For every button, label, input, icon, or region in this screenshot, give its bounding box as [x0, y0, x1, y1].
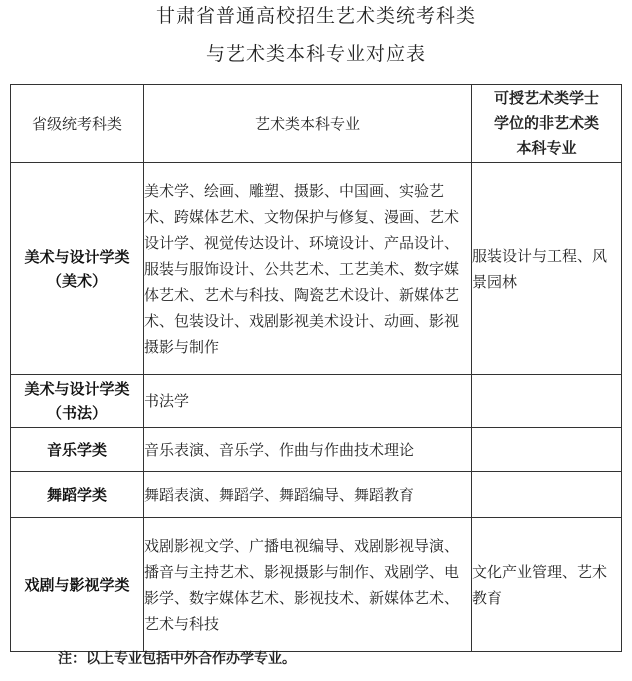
non-art-majors-cell: [472, 472, 622, 518]
category-cell: [11, 472, 144, 518]
header-exam-category: 省级统考科类: [11, 85, 144, 163]
majors-cell: 戏剧影视文学、广播电视编导、戏剧影视导演、播音与主持艺术、影视摄影与制作、戏剧学、电影学、数字媒体艺术、影视技术、新媒体艺术、艺术与科技: [144, 518, 472, 652]
table-row: [11, 428, 622, 472]
category-label: 音乐学类: [46, 440, 107, 459]
header-non-art-line-2: 学位的非艺术类: [493, 114, 599, 132]
footnote: 注：以上专业包括中外合作办学专业。: [58, 651, 296, 667]
header-non-art-majors: [472, 85, 622, 163]
header-non-art-line-1: 可授艺术类学士: [493, 89, 599, 107]
non-art-majors-cell: 服装设计与工程、风景园林: [472, 163, 622, 375]
category-label: 戏剧与影视学类: [24, 575, 130, 594]
table-row: [11, 375, 622, 428]
table-title-line-1: 甘肃省普通高校招生艺术类统考科类: [155, 5, 476, 27]
category-cell: [11, 518, 144, 652]
majors-cell: 舞蹈表演、舞蹈学、舞蹈编导、舞蹈教育: [144, 472, 472, 518]
non-art-majors-cell: 文化产业管理、艺术教育: [472, 518, 622, 652]
table-row: [11, 472, 622, 518]
category-label: 美术与设计学类: [24, 247, 130, 266]
majors-cell: 书法学: [144, 375, 472, 428]
non-art-majors-cell: [472, 375, 622, 428]
non-art-majors-cell: [472, 428, 622, 472]
category-cell: [11, 428, 144, 472]
majors-cell: 音乐表演、音乐学、作曲与作曲技术理论: [144, 428, 472, 472]
header-art-majors: 艺术类本科专业: [144, 85, 472, 163]
category-label: 美术与设计学类: [24, 380, 130, 398]
category-sublabel: （美术）: [46, 271, 107, 290]
category-cell: [11, 163, 144, 375]
correspondence-table: [10, 84, 622, 652]
header-non-art-line-3: 本科专业: [516, 139, 577, 157]
category-label: 舞蹈学类: [46, 485, 107, 504]
category-cell: [11, 375, 144, 428]
category-sublabel: （书法）: [46, 404, 107, 422]
majors-cell: 美术学、绘画、雕塑、摄影、中国画、实验艺术、跨媒体艺术、文物保护与修复、漫画、艺术设计学、视觉传达设计、环境设计、产品设计、服装与服饰设计、公共艺术、工艺美术、数字媒体艺术、艺术与科技、陶瓷艺术设计、新媒体艺术、包装设计、戏剧影视美术设计、动画、影视摄影与制作: [144, 163, 472, 375]
table-row: [11, 163, 622, 375]
table-header-row: [11, 85, 622, 163]
table-row: [11, 518, 622, 652]
table-title-line-2: 与艺术类本科专业对应表: [205, 43, 426, 65]
